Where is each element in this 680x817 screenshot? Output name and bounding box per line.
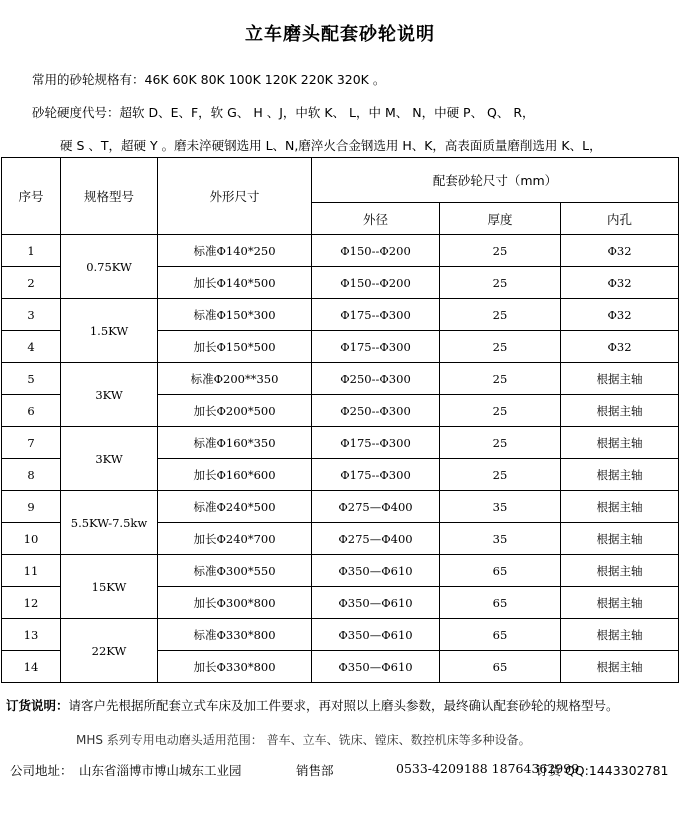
cell-shape: 标准Φ160*350 bbox=[158, 427, 312, 459]
mhs-application-text: MHS 系列专用电动磨头适用范围： 普车、立车、铣床、镗床、数控机床等多种设备。 bbox=[76, 733, 531, 747]
cell-no: 8 bbox=[2, 459, 61, 491]
cell-outer: Φ275—Φ400 bbox=[312, 491, 440, 523]
table-row bbox=[2, 235, 679, 267]
table-row bbox=[2, 491, 679, 523]
cell-outer: Φ175--Φ300 bbox=[312, 299, 440, 331]
cell-bore: 根据主轴 bbox=[561, 459, 679, 491]
cell-thickness: 35 bbox=[440, 523, 561, 555]
cell-bore: 根据主轴 bbox=[561, 491, 679, 523]
cell-thickness: 35 bbox=[440, 491, 561, 523]
cell-shape: 标准Φ200**350 bbox=[158, 363, 312, 395]
order-instructions bbox=[6, 696, 619, 714]
grit-sizes-text: 常用的砂轮规格有：46K 60K 80K 100K 120K 220K 320K 。 bbox=[32, 72, 386, 87]
order-text: 请客户先根据所配套立式车床及加工件要求，再对照以上磨头参数，最终确认配套砂轮的规格型号。 bbox=[68, 698, 619, 713]
sales-phone: 0533-4209188 18764362999 bbox=[396, 761, 580, 776]
cell-model: 22KW bbox=[61, 619, 158, 683]
table-row bbox=[2, 427, 679, 459]
cell-thickness: 25 bbox=[440, 235, 561, 267]
cell-thickness: 25 bbox=[440, 331, 561, 363]
page-title: 立车磨头配套砂轮说明 bbox=[245, 24, 435, 45]
cell-bore: 根据主轴 bbox=[561, 587, 679, 619]
cell-shape: 标准Φ150*300 bbox=[158, 299, 312, 331]
spec-table bbox=[1, 157, 679, 683]
cell-no: 9 bbox=[2, 491, 61, 523]
cell-outer: Φ175--Φ300 bbox=[312, 331, 440, 363]
table-row bbox=[2, 299, 679, 331]
cell-shape: 加长Φ330*800 bbox=[158, 651, 312, 683]
header-wheel-size: 配套砂轮尺寸（mm） bbox=[312, 158, 679, 203]
cell-no: 2 bbox=[2, 267, 61, 299]
cell-bore: 根据主轴 bbox=[561, 555, 679, 587]
table-row bbox=[2, 619, 679, 651]
header-shape: 外形尺寸 bbox=[158, 158, 312, 235]
cell-thickness: 65 bbox=[440, 587, 561, 619]
cell-shape: 加长Φ240*700 bbox=[158, 523, 312, 555]
cell-model: 1.5KW bbox=[61, 299, 158, 363]
cell-model: 5.5KW-7.5kw bbox=[61, 491, 158, 555]
header-model: 规格型号 bbox=[61, 158, 158, 235]
cell-bore: Φ32 bbox=[561, 299, 679, 331]
cell-no: 12 bbox=[2, 587, 61, 619]
cell-bore: 根据主轴 bbox=[561, 523, 679, 555]
cell-thickness: 65 bbox=[440, 651, 561, 683]
cell-outer: Φ250--Φ300 bbox=[312, 395, 440, 427]
cell-no: 11 bbox=[2, 555, 61, 587]
sales-label: 销售部 bbox=[296, 763, 334, 778]
header-outer-diameter: 外径 bbox=[312, 203, 440, 235]
cell-model: 15KW bbox=[61, 555, 158, 619]
table-row bbox=[2, 363, 679, 395]
cell-outer: Φ350—Φ610 bbox=[312, 587, 440, 619]
cell-no: 7 bbox=[2, 427, 61, 459]
cell-thickness: 25 bbox=[440, 427, 561, 459]
cell-thickness: 25 bbox=[440, 299, 561, 331]
cell-no: 10 bbox=[2, 523, 61, 555]
cell-shape: 加长Φ200*500 bbox=[158, 395, 312, 427]
cell-model: 3KW bbox=[61, 363, 158, 427]
cell-bore: 根据主轴 bbox=[561, 395, 679, 427]
header-thickness: 厚度 bbox=[440, 203, 561, 235]
cell-no: 4 bbox=[2, 331, 61, 363]
cell-thickness: 65 bbox=[440, 555, 561, 587]
hardness-usage-text: 硬 S 、T，超硬 Y 。磨未淬硬钢选用 L、N,磨淬火合金钢选用 H、K，高表面质量磨削选用 K、L， bbox=[60, 138, 602, 153]
cell-model: 0.75KW bbox=[61, 235, 158, 299]
cell-bore: 根据主轴 bbox=[561, 619, 679, 651]
cell-bore: 根据主轴 bbox=[561, 651, 679, 683]
cell-outer: Φ150--Φ200 bbox=[312, 267, 440, 299]
cell-bore: Φ32 bbox=[561, 331, 679, 363]
cell-bore: Φ32 bbox=[561, 235, 679, 267]
cell-shape: 加长Φ300*800 bbox=[158, 587, 312, 619]
cell-shape: 加长Φ150*500 bbox=[158, 331, 312, 363]
header-no: 序号 bbox=[2, 158, 61, 235]
cell-no: 3 bbox=[2, 299, 61, 331]
cell-shape: 标准Φ330*800 bbox=[158, 619, 312, 651]
cell-outer: Φ175--Φ300 bbox=[312, 459, 440, 491]
cell-no: 6 bbox=[2, 395, 61, 427]
cell-shape: 加长Φ140*500 bbox=[158, 267, 312, 299]
cell-no: 13 bbox=[2, 619, 61, 651]
cell-no: 1 bbox=[2, 235, 61, 267]
cell-no: 14 bbox=[2, 651, 61, 683]
cell-shape: 标准Φ140*250 bbox=[158, 235, 312, 267]
cell-thickness: 25 bbox=[440, 363, 561, 395]
cell-outer: Φ350—Φ610 bbox=[312, 555, 440, 587]
cell-outer: Φ175--Φ300 bbox=[312, 427, 440, 459]
cell-thickness: 65 bbox=[440, 619, 561, 651]
cell-model: 3KW bbox=[61, 427, 158, 491]
cell-shape: 加长Φ160*600 bbox=[158, 459, 312, 491]
cell-bore: 根据主轴 bbox=[561, 363, 679, 395]
cell-outer: Φ150--Φ200 bbox=[312, 235, 440, 267]
cell-thickness: 25 bbox=[440, 267, 561, 299]
hardness-codes-text: 砂轮硬度代号：超软 D、E、F，软 G、 H 、J，中软 K、 L，中 M、 N，中硬 P、 Q、 R， bbox=[32, 105, 535, 120]
cell-thickness: 25 bbox=[440, 459, 561, 491]
cell-outer: Φ350—Φ610 bbox=[312, 619, 440, 651]
cell-thickness: 25 bbox=[440, 395, 561, 427]
cell-outer: Φ350—Φ610 bbox=[312, 651, 440, 683]
table-row bbox=[2, 555, 679, 587]
address-text: 山东省淄博市博山城东工业园 bbox=[79, 763, 242, 778]
header-bore: 内孔 bbox=[561, 203, 679, 235]
address-label: 公司地址： bbox=[10, 763, 73, 778]
order-qq: 订货 QQ:1443302781 bbox=[536, 763, 669, 778]
cell-bore: 根据主轴 bbox=[561, 427, 679, 459]
cell-outer: Φ250--Φ300 bbox=[312, 363, 440, 395]
cell-shape: 标准Φ240*500 bbox=[158, 491, 312, 523]
cell-bore: Φ32 bbox=[561, 267, 679, 299]
cell-no: 5 bbox=[2, 363, 61, 395]
cell-outer: Φ275—Φ400 bbox=[312, 523, 440, 555]
cell-shape: 标准Φ300*550 bbox=[158, 555, 312, 587]
order-label: 订货说明： bbox=[6, 698, 69, 713]
